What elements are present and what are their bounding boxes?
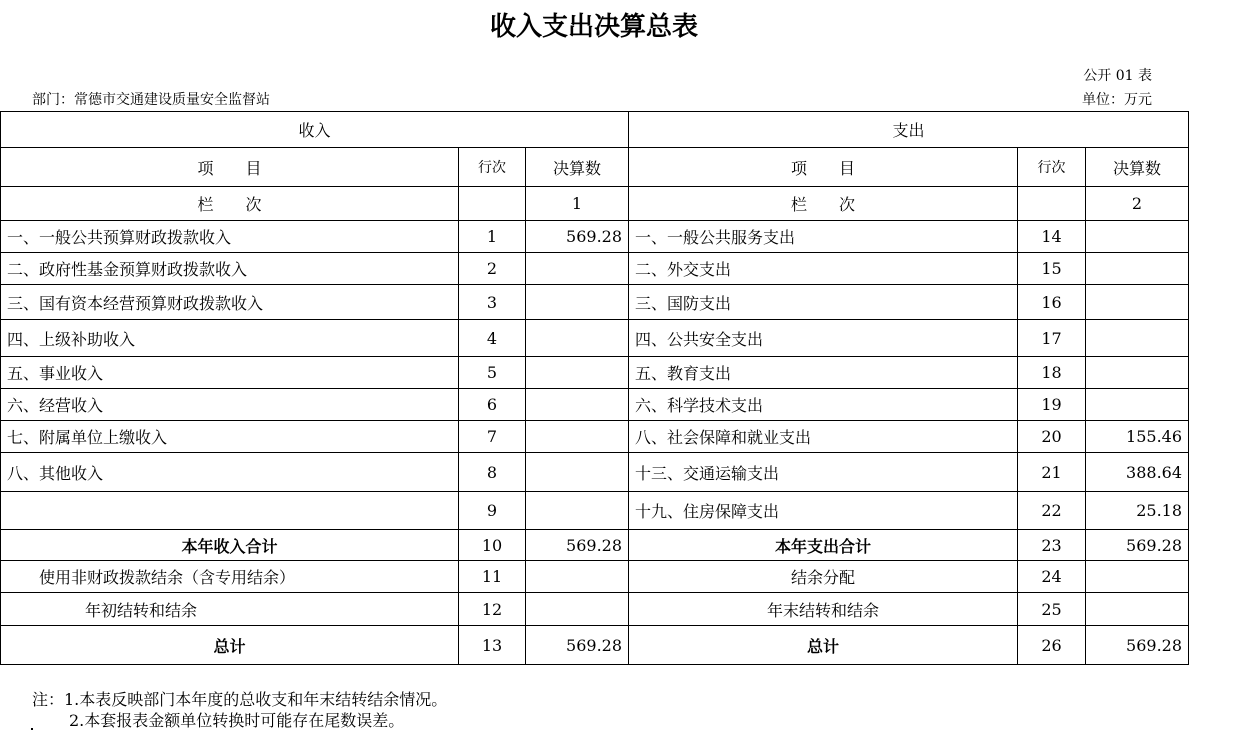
income-row-no: 11 xyxy=(459,561,526,593)
income-row-no: 7 xyxy=(459,421,526,453)
income-item: 四、上级补助收入 xyxy=(1,320,459,357)
income-amount xyxy=(526,561,629,593)
nonfiscal-surplus-label: 使用非财政拨款结余（含专用结余） xyxy=(1,561,459,593)
income-item: 六、经营收入 xyxy=(1,389,459,421)
expense-item: 四、公共安全支出 xyxy=(629,320,1018,357)
income-amount xyxy=(526,253,629,285)
grand-total-row xyxy=(1,626,1189,665)
page-title: 收入支出决算总表 xyxy=(489,12,698,42)
expense-amount-header: 决算数 xyxy=(1086,148,1189,187)
expense-item: 三、国防支出 xyxy=(629,285,1018,320)
income-row-no: 3 xyxy=(459,285,526,320)
expense-amount xyxy=(1086,221,1189,253)
expense-amount: 25.18 xyxy=(1086,492,1189,530)
expense-amount xyxy=(1086,561,1189,593)
expense-row-no: 15 xyxy=(1018,253,1086,285)
year-expense-total-label: 本年支出合计 xyxy=(629,530,1018,561)
income-item: 八、其他收入 xyxy=(1,453,459,492)
income-item-header: 项 目 xyxy=(1,148,459,187)
expense-amount xyxy=(1086,320,1189,357)
expense-amount: 155.46 xyxy=(1086,421,1189,453)
empty-cell xyxy=(1018,187,1086,221)
section-header-row xyxy=(1,112,1189,148)
grand-expense-total-value: 569.28 xyxy=(1086,626,1189,665)
income-row-no: 12 xyxy=(459,593,526,626)
income-amount: 569.28 xyxy=(526,221,629,253)
income-row-no: 4 xyxy=(459,320,526,357)
expense-item: 八、社会保障和就业支出 xyxy=(629,421,1018,453)
expense-row-no: 17 xyxy=(1018,320,1086,357)
unit-label: 单位：万元 xyxy=(1082,92,1152,108)
table-row xyxy=(1,357,1189,389)
expense-item: 五、教育支出 xyxy=(629,357,1018,389)
expense-row-no: 21 xyxy=(1018,453,1086,492)
income-amount xyxy=(526,357,629,389)
income-amount xyxy=(526,421,629,453)
expense-item: 六、科学技术支出 xyxy=(629,389,1018,421)
expense-row-no: 26 xyxy=(1018,626,1086,665)
table-row xyxy=(1,221,1189,253)
grand-expense-total-label: 总计 xyxy=(629,626,1018,665)
table-row xyxy=(1,320,1189,357)
income-amount-header: 决算数 xyxy=(526,148,629,187)
expense-column-number: 2 xyxy=(1086,187,1189,221)
expense-item: 二、外交支出 xyxy=(629,253,1018,285)
expense-item: 十三、交通运输支出 xyxy=(629,453,1018,492)
column-header-row xyxy=(1,148,1189,187)
year-expense-total-value: 569.28 xyxy=(1086,530,1189,561)
income-item: 三、国有资本经营预算财政拨款收入 xyxy=(1,285,459,320)
income-item: 二、政府性基金预算财政拨款收入 xyxy=(1,253,459,285)
form-number: 公开 01 表 xyxy=(1083,68,1152,84)
income-row-no: 6 xyxy=(459,389,526,421)
year-end-carryover-label: 年末结转和结余 xyxy=(629,593,1018,626)
income-item xyxy=(1,492,459,530)
expense-amount: 388.64 xyxy=(1086,453,1189,492)
income-column-label: 栏 次 xyxy=(1,187,459,221)
expense-header: 支出 xyxy=(629,112,1189,148)
income-header: 收入 xyxy=(1,112,629,148)
empty-cell xyxy=(459,187,526,221)
table-row xyxy=(1,453,1189,492)
expense-item: 十九、住房保障支出 xyxy=(629,492,1018,530)
department-label: 部门：常德市交通建设质量安全监督站 xyxy=(32,92,270,108)
income-row-no: 8 xyxy=(459,453,526,492)
expense-amount xyxy=(1086,357,1189,389)
income-row-no: 2 xyxy=(459,253,526,285)
expense-rowno-header: 行次 xyxy=(1018,148,1086,187)
table-row xyxy=(1,593,1189,626)
income-item: 一、一般公共预算财政拨款收入 xyxy=(1,221,459,253)
column-index-row xyxy=(1,187,1189,221)
income-rowno-header: 行次 xyxy=(459,148,526,187)
income-amount xyxy=(526,285,629,320)
income-row-no: 1 xyxy=(459,221,526,253)
table-row xyxy=(1,421,1189,453)
footnote-line: 注：1.本表反映部门本年度的总收支和年末结转结余情况。 xyxy=(32,690,448,709)
expense-row-no: 16 xyxy=(1018,285,1086,320)
grand-income-total-label: 总计 xyxy=(1,626,459,665)
expense-amount xyxy=(1086,389,1189,421)
expense-row-no: 24 xyxy=(1018,561,1086,593)
expense-row-no: 18 xyxy=(1018,357,1086,389)
expense-item: 一、一般公共服务支出 xyxy=(629,221,1018,253)
income-amount xyxy=(526,492,629,530)
grand-income-total-value: 569.28 xyxy=(526,626,629,665)
expense-amount xyxy=(1086,253,1189,285)
budget-table xyxy=(0,111,1189,665)
income-amount xyxy=(526,320,629,357)
year-income-total-value: 569.28 xyxy=(526,530,629,561)
table-row xyxy=(1,389,1189,421)
income-amount xyxy=(526,389,629,421)
year-begin-carryover-label: 年初结转和结余 xyxy=(1,593,459,626)
expense-item-header: 项 目 xyxy=(629,148,1018,187)
income-row-no: 13 xyxy=(459,626,526,665)
expense-row-no: 25 xyxy=(1018,593,1086,626)
income-column-number: 1 xyxy=(526,187,629,221)
expense-row-no: 20 xyxy=(1018,421,1086,453)
surplus-distribution-label: 结余分配 xyxy=(629,561,1018,593)
page-mark xyxy=(31,728,33,730)
income-item: 七、附属单位上缴收入 xyxy=(1,421,459,453)
table-row xyxy=(1,285,1189,320)
table-row xyxy=(1,561,1189,593)
year-total-row xyxy=(1,530,1189,561)
expense-row-no: 22 xyxy=(1018,492,1086,530)
expense-row-no: 23 xyxy=(1018,530,1086,561)
income-amount xyxy=(526,593,629,626)
income-row-no: 9 xyxy=(459,492,526,530)
year-income-total-label: 本年收入合计 xyxy=(1,530,459,561)
expense-amount xyxy=(1086,593,1189,626)
expense-amount xyxy=(1086,285,1189,320)
expense-row-no: 19 xyxy=(1018,389,1086,421)
table-row xyxy=(1,492,1189,530)
income-amount xyxy=(526,453,629,492)
table-row xyxy=(1,253,1189,285)
footnote-line: 2.本套报表金额单位转换时可能存在尾数误差。 xyxy=(69,711,405,730)
expense-row-no: 14 xyxy=(1018,221,1086,253)
income-row-no: 5 xyxy=(459,357,526,389)
footnotes xyxy=(32,689,447,731)
income-item: 五、事业收入 xyxy=(1,357,459,389)
income-row-no: 10 xyxy=(459,530,526,561)
expense-column-label: 栏 次 xyxy=(629,187,1018,221)
